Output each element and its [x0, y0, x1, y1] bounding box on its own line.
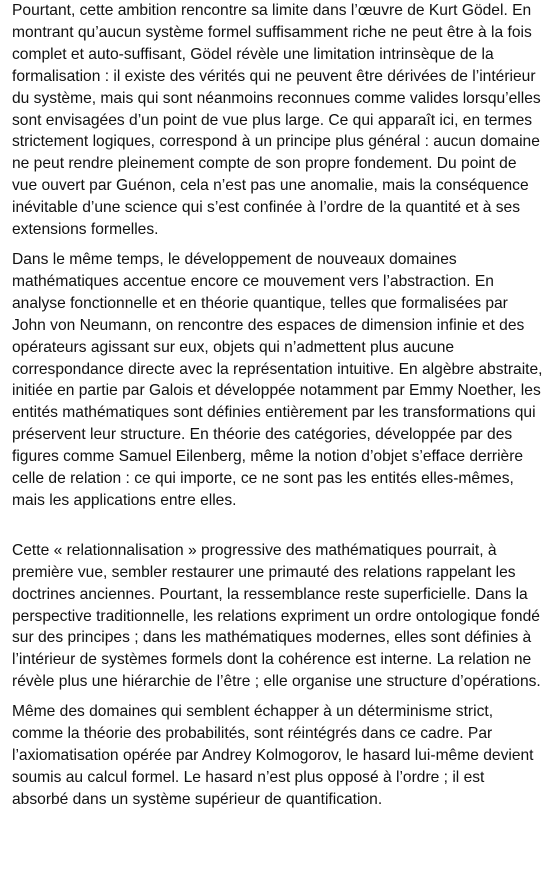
paragraph-probabilites: Même des domaines qui semblent échapper à un déterminisme strict, comme la théorie des probabilités, sont réintégrés dans ce cadre. Par l’axiomatisation opérée par Andrey Kolmogorov, le hasard lui-même devient soumis au calcul formel. Le hasard n’est plus opposé à l’ordre ; il est absorbé dans un système supérieur de quantification. [12, 703, 534, 808]
paragraph-abstraction: Dans le même temps, le développement de nouveaux domaines mathématiques accentue encore ce mouvement vers l’abstraction. En analyse fonctionnelle et en théorie quantique, telles que formalisées par John von Neumann, on rencontre des espaces de dimension infinie et des opérateurs agissant sur eux, objets qui n’admettent plus aucune correspondance directe avec la représentation intuitive. En algèbre abstraite, initiée en partie par Galois et développée notamment par Emmy Noether, les entités mathématiques sont définies entièrement par les transformations qui préservent leur structure. En théorie des catégories, développée par des figures comme Samuel Eilenberg, même la notion d’objet s’efface derrière celle de relation : ce qui importe, ce ne sont pas les entités elles-mêmes, mais les applications entre elles. [12, 250, 543, 509]
document-body [12, 0, 544, 811]
paragraph-relationnalisation: Cette « relationnalisation » progressive des mathématiques pourrait, à première vue, sembler restaurer une primauté des relations rappelant les doctrines anciennes. Pourtant, la ressemblance reste superficielle. Dans la perspective traditionnelle, les relations expriment un ordre ontologique fondé sur des principes ; dans les mathématiques modernes, elles sont définies à l’intérieur de systèmes formels dont la cohérence est interne. La relation ne révèle plus une hiérarchie de l’être ; elle organise une structure d’opérations. [12, 541, 541, 691]
paragraph-godel: Pourtant, cette ambition rencontre sa limite dans l’œuvre de Kurt Gödel. En montrant qu’aucun système formel suffisamment riche ne peut être à la fois complet et auto-suffisant, Gödel révèle une limitation intrinsèque de la formalisation : il existe des vérités qui ne peuvent être dérivées de l’intérieur du système, mais qui sont néanmoins reconnues comme valides lorsqu’elles sont envisagées d’un point de vue plus large. Ce qui apparaît ici, en termes strictement logiques, correspond à un principe plus général : aucun domaine ne peut rendre pleinement compte de son propre fondement. Du point de vue ouvert par Guénon, cela n’est pas une anomalie, mais la conséquence inévitable d’une science qui s’est confinée à l’ordre de la quantité et à ses extensions formelles. [12, 2, 541, 239]
